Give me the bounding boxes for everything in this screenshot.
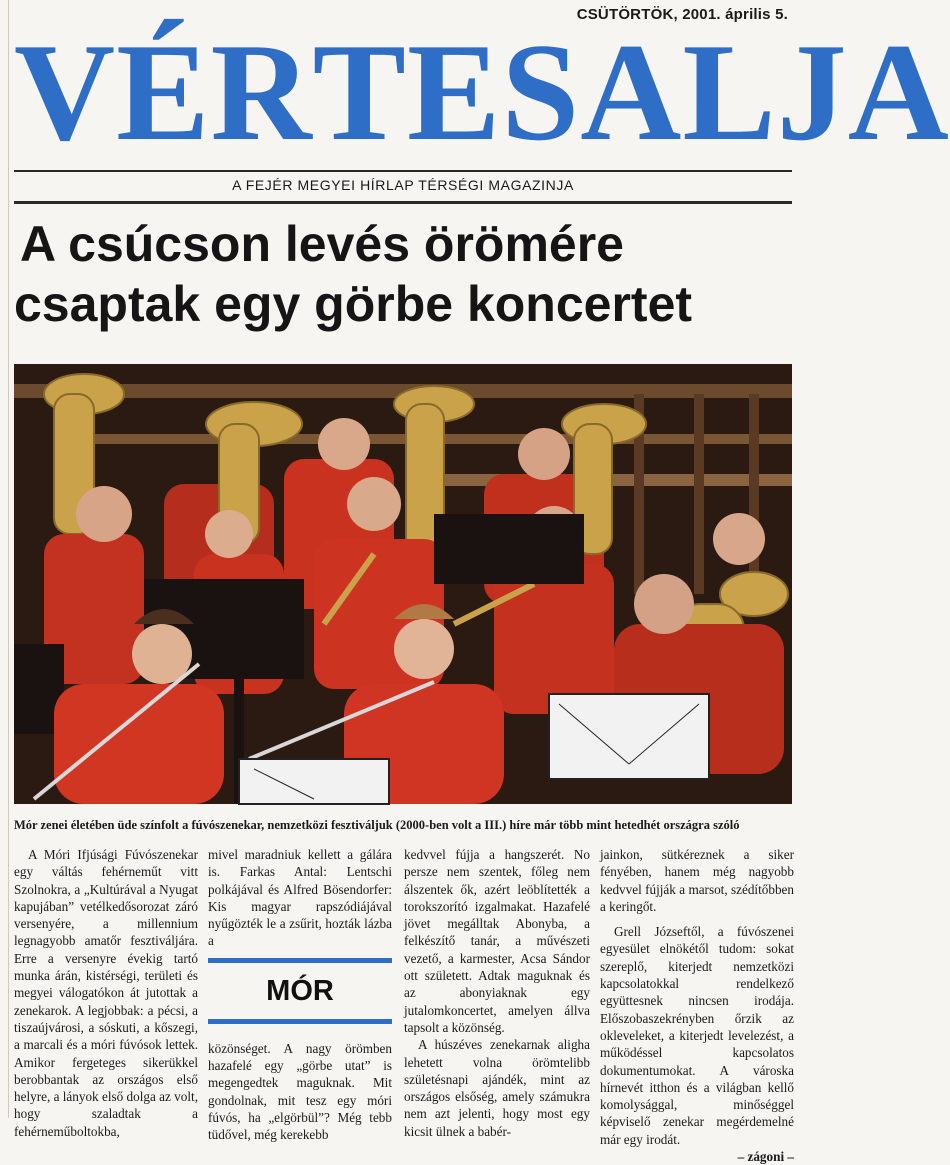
photo-caption: Mór zenei életében üde színfolt a fúvószenekar, nemzetközi fesztiváljuk (2000-ben volt a III.) híre már több mint hetedhét országra szóló <box>14 818 740 832</box>
band-photo-illustration <box>14 364 792 804</box>
masthead-letter: J <box>776 15 848 170</box>
issue-date: CSÜTÖRTÖK, 2001. április 5. <box>576 6 788 23</box>
masthead-title <box>14 15 950 170</box>
paragraph: jainkon, sütkéreznek a siker fényében, hanem még nagyobb kedvvel fújják a marsot, szédítőbben a keringőt. <box>600 847 794 914</box>
article-column-4 <box>600 846 794 1165</box>
masthead-letter: S <box>501 15 581 170</box>
masthead-letter: V <box>14 15 117 170</box>
paragraph: A Móri Ifjúsági Fúvószenekar egy váltás fehérneműt vitt Szolnokra, a „Kultúrával a Nyugat kapujában” vetélkedősorozat záró versenyére, a millennium legnagyobb amatőr fesztiváljára. Erre a versenyre évekig tartó munka árán, kistérségi, területi és megyei válogatókon át jutottak a zenekarok. A legjobbak: a pécsi, a tiszaújvárosi, a sóskuti, a kőszegi, a marcali és a móri fúvósok lettek. Amikor fergeteges sikerükkel berobbantak az országos első helyre, a lányok első dolga az volt, hogy szaladtak a fehérneműboltokba, <box>14 847 198 1139</box>
author-signature: – zágoni – <box>737 1149 794 1165</box>
masthead-letter: A <box>580 15 683 170</box>
paragraph: mivel maradniuk kellett a gálára is. Farkas Antal: Lentschi polkájával és Alfred Bösendorfer: Kis magyar rapszódiájával nyűgözték le a zsűrit, hozták lázba a <box>208 847 392 949</box>
masthead-letter: L <box>682 15 777 170</box>
article-body <box>14 846 794 1165</box>
paragraph: kedvvel fújja a hangszerét. No persze nem szentek, főleg nem álszentek ők, azért leöblítették a torokszorító izgalmakat. Hazafelé jövet megálltak Abonyba, a felkészítő tanár, a művészeti vezető, a karmester, Acsa Sándor ott született. Adtak maguknak és az abonyiaknak egy jutalomkoncertet, amelyen állva tapsolt a közönség. <box>404 847 590 1035</box>
masthead-letter: A <box>847 15 950 170</box>
page-edge-rule <box>8 0 9 1118</box>
masthead-letter: R <box>210 15 313 170</box>
article-column-2 <box>208 846 392 1144</box>
section-label: MÓR <box>266 974 334 1007</box>
paragraph: A húszéves zenekarnak aligha lehetett volna örömtelibb születésnapi ajándék, mint az országos elsőség, amely számukra nem azt jelenti, hogy most egy kicsit ülnek a babér- <box>404 1037 590 1139</box>
masthead-letter: T <box>312 15 407 170</box>
headline-line-2: csaptak egy görbe koncertet <box>14 276 693 332</box>
subtitle-bar <box>14 170 792 204</box>
paragraph: közönséget. A nagy örömben hazafelé egy „görbe utat” is megengedtek maguknak. Mit gondolnak, mit tesz egy móri fúvós, ha „elgörbül”? Még tebb tüdővel, még kerekebb <box>208 1040 392 1143</box>
magazine-subtitle: A FEJÉR MEGYEI HÍRLAP TÉRSÉGI MAGAZINJA <box>232 177 574 193</box>
divider <box>208 1019 392 1024</box>
article-headline <box>14 214 792 334</box>
headline-line-1: A csúcson levés örömére <box>20 216 624 272</box>
band-photo <box>14 364 792 804</box>
paragraph: Grell Józseftől, a fúvószenei egyesület elnökétől tudom: sokat szereplő, kiterjedt nemzetközi kapcsolatokkal rendelkező együttesnek nincsen irodája. Előszobaszekrényben őrzik az okleveleket, a kiterjedt levelezést, a működéssel kapcsolatos dokumentumokat. A városka hírnevét itthon és a világban kellő komolysággal, minőséggel képviselő zenekar megérdemelné már egy irodát. <box>600 924 794 1147</box>
section-label-box <box>208 958 392 1030</box>
masthead-letter: E <box>407 15 502 170</box>
signature-line <box>600 1148 794 1165</box>
article-column-3 <box>404 846 590 1140</box>
masthead-letter: É <box>116 15 211 170</box>
article-column-1 <box>14 846 198 1140</box>
